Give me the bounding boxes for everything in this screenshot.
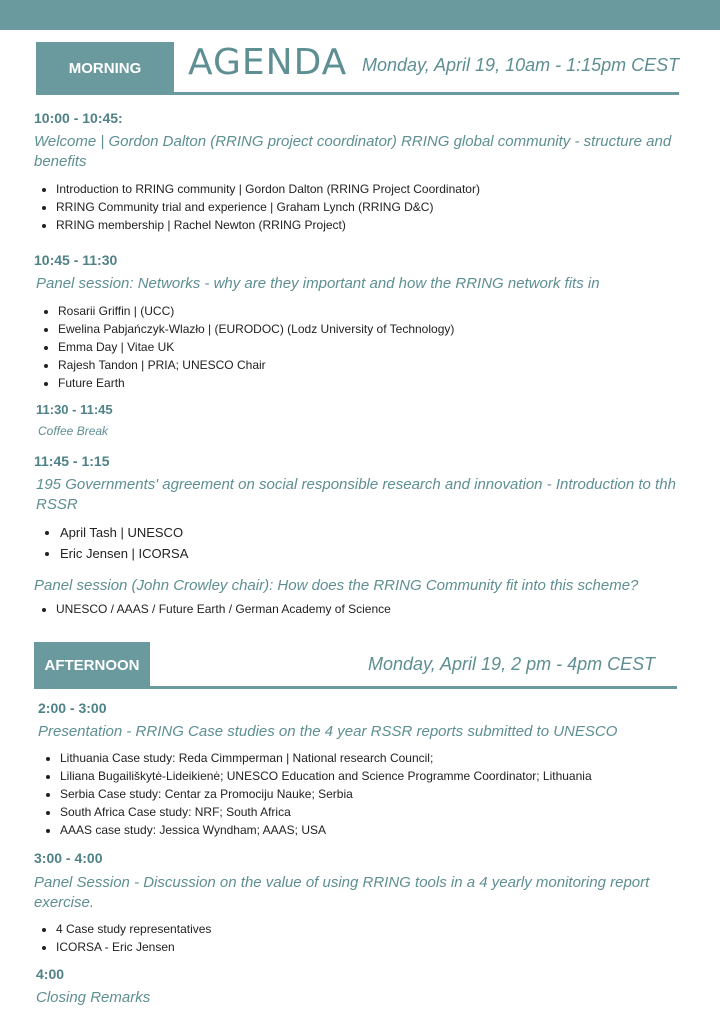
session-time: 10:00 - 10:45: [34, 110, 123, 126]
speaker-list [38, 522, 188, 564]
session-time: 4:00 [36, 966, 65, 982]
session-time: 11:45 - 1:15 [34, 453, 110, 469]
list-item: • AAAS case study: Jessica Wyndham; AAAS; USA [60, 821, 592, 839]
session-topic: Welcome | Gordon Dalton (RRING project coordinator) RRING global community - structure and benefits [34, 133, 672, 170]
afternoon-header-rule [34, 686, 677, 689]
speaker-list [34, 180, 480, 234]
list-item: • Rajesh Tandon | PRIA; UNESCO Chair [58, 356, 454, 374]
session-time: 2:00 - 3:00 [38, 700, 107, 716]
page-title: AGENDA [188, 42, 348, 83]
list-item: • Emma Day | Vitae UK [58, 338, 454, 356]
list-item: • Serbia Case study: Centar za Promociju Nauke; Serbia [60, 785, 592, 803]
list-item: • April Tash | UNESCO [60, 522, 188, 543]
morning-tab: MORNING [36, 42, 174, 94]
session-time: 10:45 - 11:30 [34, 252, 118, 268]
list-item: • 4 Case study representatives [56, 920, 211, 938]
session-topic: Coffee Break [38, 424, 109, 438]
list-item: • UNESCO / AAAS / Future Earth / German Academy of Science [56, 600, 391, 618]
morning-header-rule [36, 92, 679, 95]
session-topic: Panel Session - Discussion on the value of using RRING tools in a 4 yearly monitoring report exercise. [34, 874, 650, 911]
session-topic: Closing Remarks [36, 989, 151, 1006]
session-time: 3:00 - 4:00 [34, 850, 103, 866]
afternoon-tab: AFTERNOON [34, 642, 150, 688]
speaker-list [36, 302, 454, 392]
list-item: • RRING membership | Rachel Newton (RRING Project) [56, 216, 480, 234]
list-item: • RRING Community trial and experience | Graham Lynch (RRING D&C) [56, 198, 480, 216]
morning-date: Monday, April 19, 10am - 1:15pm CEST [362, 55, 680, 75]
list-item: • South Africa Case study: NRF; South Africa [60, 803, 592, 821]
list-item: • Introduction to RRING community | Gordon Dalton (RRING Project Coordinator) [56, 180, 480, 198]
list-item: • Rosarii Griffin | (UCC) [58, 302, 454, 320]
session-topic: Panel session: Networks - why are they important and how the RRING network fits in [36, 275, 600, 292]
list-item: • Eric Jensen | ICORSA [60, 543, 188, 564]
panel-list [34, 600, 391, 618]
panel-topic: Panel session (John Crowley chair): How does the RRING Community fit into this scheme? [34, 577, 639, 594]
session-time: 11:30 - 11:45 [36, 402, 113, 417]
list-item: • Liliana Bugailiškytė-Lideikienė; UNESCO Education and Science Programme Coordinator; Lithuania [60, 767, 592, 785]
session-topic: Presentation - RRING Case studies on the 4 year RSSR reports submitted to UNESCO [38, 723, 618, 740]
list-item: • Future Earth [58, 374, 454, 392]
list-item: • ICORSA - Eric Jensen [56, 938, 211, 956]
speaker-list [38, 749, 592, 839]
list-item: • Ewelina Pabjańczyk-Wlazło | (EURODOC) (Lodz University of Technology) [58, 320, 454, 338]
session-topic: 195 Governments' agreement on social responsible research and innovation - Introduction to thh RSSR [36, 476, 676, 513]
speaker-list [34, 920, 211, 956]
afternoon-date: Monday, April 19, 2 pm - 4pm CEST [368, 654, 656, 674]
list-item: • Lithuania Case study: Reda Cimmperman | National research Council; [60, 749, 592, 767]
top-banner [0, 0, 720, 30]
